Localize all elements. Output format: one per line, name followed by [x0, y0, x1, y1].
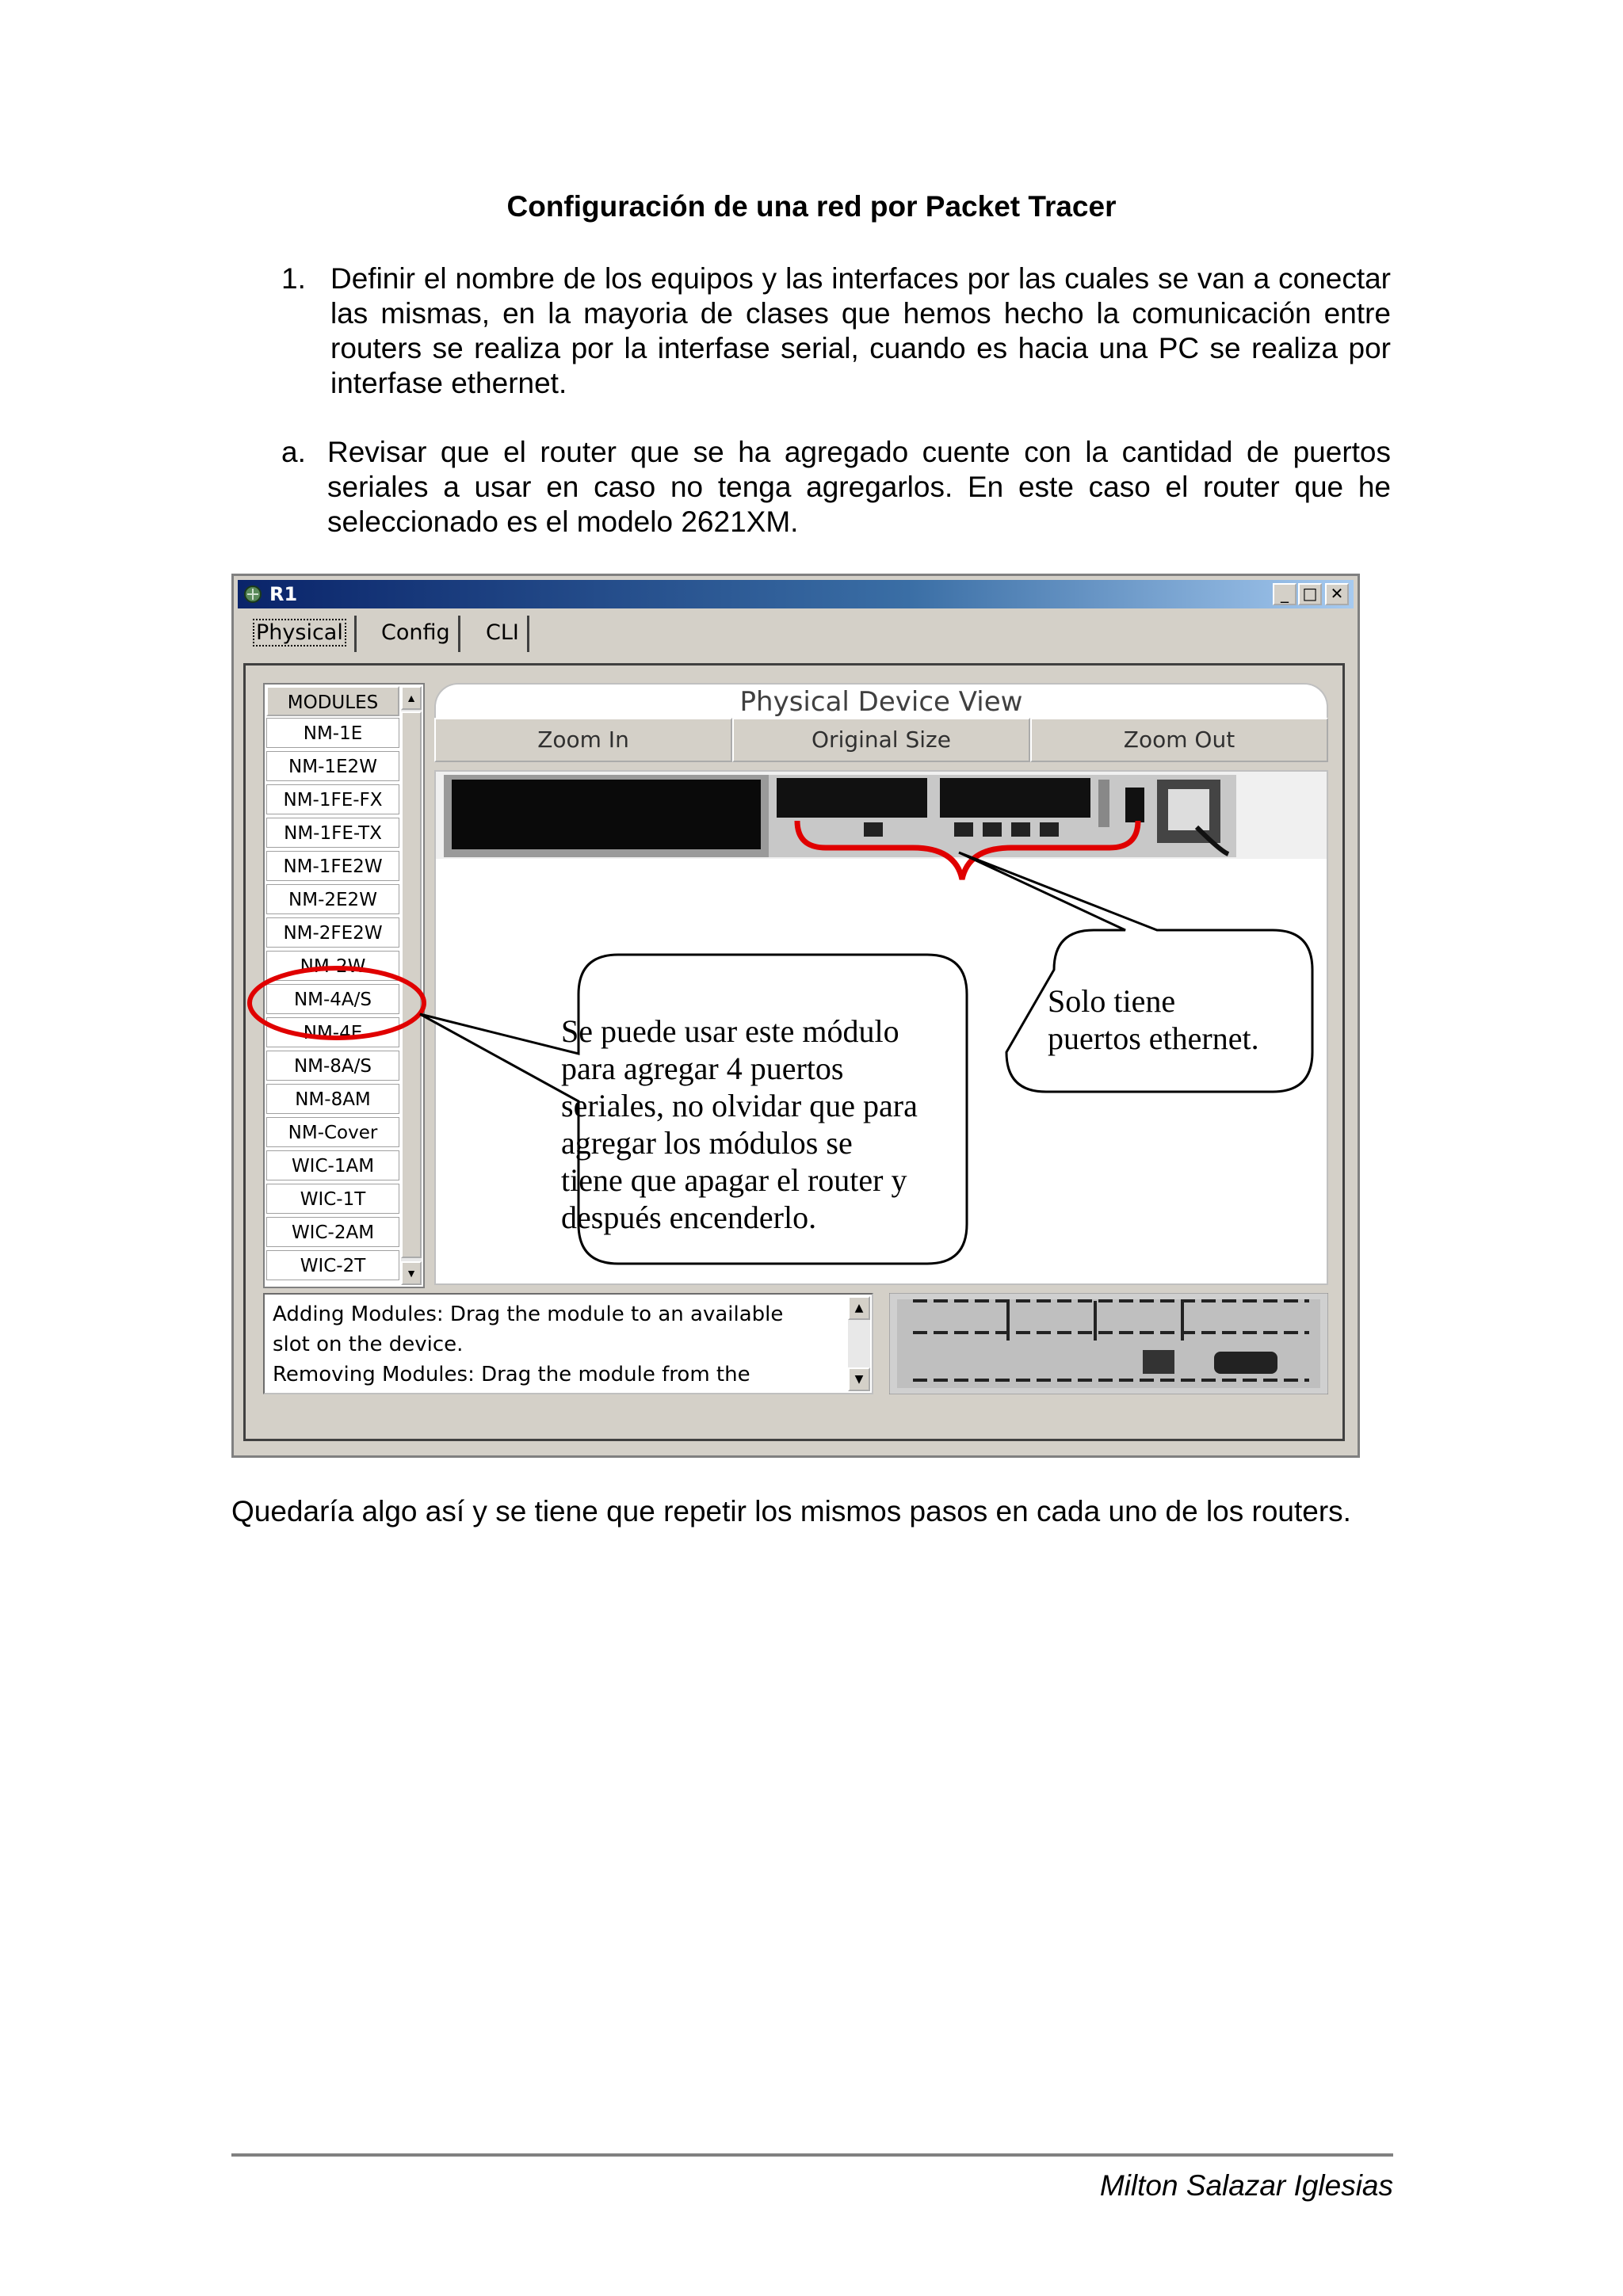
footer-author: Milton Salazar Iglesias [1099, 2169, 1393, 2202]
highlight-ellipse [250, 968, 424, 1038]
step-a-text: Revisar que el router que se ha agregado cuente con la cantidad de puertos seriales a usar en caso no tenga agregarlos. En este caso el router que he seleccionado es el modelo 2621XM. [327, 436, 1391, 538]
module-item[interactable]: NM-Cover [266, 1117, 399, 1147]
module-item[interactable]: NM-1FE2W [266, 851, 399, 881]
modules-header: MODULES [266, 686, 399, 716]
tab-cli[interactable]: CLI [478, 616, 529, 652]
module-item[interactable]: NM-8A/S [266, 1051, 399, 1081]
ethernet-callout-text: Solo tiene puertos ethernet. [1048, 983, 1259, 1056]
highlight-brace [797, 821, 1138, 879]
module-item[interactable]: NM-1FE-TX [266, 818, 399, 848]
module-item[interactable]: WIC-1T [266, 1184, 399, 1214]
module-item[interactable]: WIC-2T [266, 1250, 399, 1280]
module-item[interactable]: NM-1E [266, 718, 399, 748]
module-item[interactable]: NM-1E2W [266, 751, 399, 781]
module-item[interactable]: WIC-2AM [266, 1217, 399, 1247]
info-line: Adding Modules: Drag the module to an available [273, 1302, 784, 1326]
step-1-text: Definir el nombre de los equipos y las interfaces por las cuales se van a conectar las mismas, en la mayoria de clases que hemos hecho la comunicación entre routers se realiza por la interfase serial, cuando es hacia una PC se realiza por interfase ethernet. [330, 262, 1391, 399]
module-item[interactable]: NM-8AM [266, 1084, 399, 1114]
info-line: slot on the device. [273, 1333, 464, 1356]
tab-physical[interactable]: Physical [245, 616, 357, 652]
serial-module-callout-text: Se puede usar este módulo para agregar 4 puertos seriales, no olvidar que para agregar los módulos se tiene que apagar el router y después encenderlo. [561, 1013, 918, 1235]
module-item-nm-4as[interactable]: NM-4A/S [266, 984, 399, 1014]
module-item[interactable]: NM-2W [266, 951, 399, 981]
scroll-up-icon[interactable]: ▲ [401, 686, 422, 710]
original-size-button[interactable]: Original Size [732, 718, 1030, 762]
module-item[interactable]: NM-2FE2W [266, 917, 399, 948]
zoom-out-button[interactable]: Zoom Out [1030, 718, 1328, 762]
module-item[interactable]: NM-2E2W [266, 884, 399, 914]
step-1-marker: 1. [281, 262, 306, 295]
step-a-marker: a. [281, 436, 306, 468]
maximize-button[interactable]: □ [1298, 583, 1322, 605]
window-title: R1 [269, 583, 298, 605]
module-item[interactable]: NM-1FE-FX [266, 784, 399, 814]
minimize-button[interactable]: _ [1273, 583, 1296, 605]
info-line: Removing Modules: Drag the module from the [273, 1363, 750, 1386]
zoom-in-button[interactable]: Zoom In [434, 718, 732, 762]
module-item[interactable]: NM-4E [266, 1017, 399, 1047]
document-title: Configuración de una red por Packet Tracer [506, 190, 1117, 223]
module-item[interactable]: WIC-1AM [266, 1150, 399, 1180]
tab-config[interactable]: Config [373, 616, 460, 652]
close-button[interactable]: ✕ [1325, 583, 1349, 605]
scroll-down-icon[interactable]: ▼ [848, 1367, 870, 1391]
scroll-up-icon[interactable]: ▲ [848, 1296, 870, 1320]
scroll-down-icon[interactable]: ▼ [401, 1261, 422, 1285]
closing-paragraph: Quedaría algo así y se tiene que repetir los mismos pasos en cada uno de los routers. [231, 1495, 1351, 1527]
device-view-title: Physical Device View [434, 683, 1328, 719]
footer-divider [231, 2153, 1393, 2157]
